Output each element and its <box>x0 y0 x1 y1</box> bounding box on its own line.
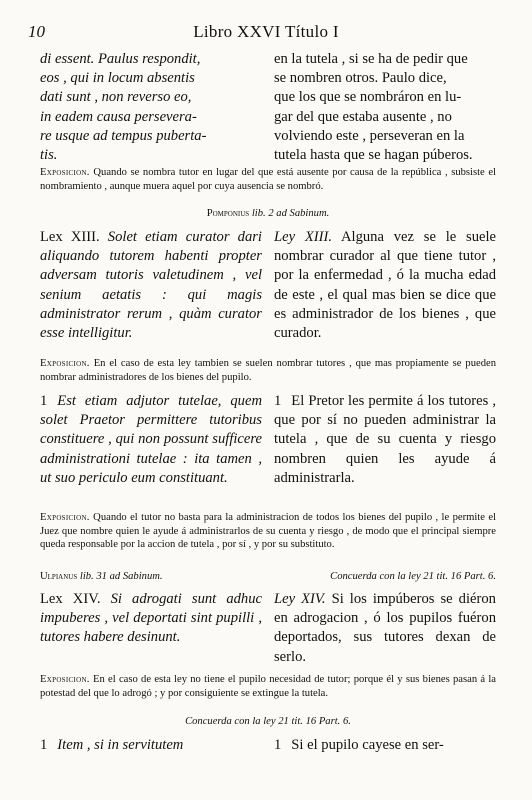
page-number: 10 <box>28 22 45 41</box>
law-text-latin: Si adrogati sunt adhuc impuberes , vel deportati sint pupilli , tutores habere desinunt. <box>40 591 262 646</box>
exposition-label: Exposicion. <box>40 167 90 178</box>
concordance-line <box>40 716 496 727</box>
law-text-latin: Solet etiam curator dari aliquando tutorem habenti propter adversam tutoris valetudinem , vel senium aetatis : qui magis administrator rerum , quàm curator esse intelligitur. <box>40 229 262 342</box>
paragraph-number: 1 <box>40 393 48 409</box>
paragraph-1 <box>40 392 496 488</box>
spanish-column-1 <box>274 50 496 165</box>
source-author: Pomponius <box>206 208 250 219</box>
latin-column-1 <box>40 50 262 165</box>
paragraph-next <box>40 736 496 755</box>
paragraph-number: 1 <box>274 737 282 753</box>
exposition-2 <box>40 357 496 384</box>
source-latin <box>40 571 163 582</box>
latin-line: in eadem causa persevera- <box>40 108 197 125</box>
source-work: lib. 2 ad Sabinum. <box>251 208 330 219</box>
page-header <box>28 22 504 42</box>
paragraph-number: 1 <box>40 737 48 753</box>
law-text-spanish: Si los impúberos se diéron en adrogacion , ó los pupilos fuéron deportados, sus tutores dexan de serlo. <box>274 591 496 665</box>
paragraph-text-spanish: Si el pupilo cayese en ser- <box>291 737 444 753</box>
latin-line: tis. <box>40 147 58 164</box>
exposition-text: En el caso de esta ley tambien se suelen nombrar tutores , que mas propiamente se pueden nombrar administradores de los bienes del pupilo. <box>40 358 496 383</box>
law-title-spanish: Ley XIII. <box>274 229 332 245</box>
exposition-label: Exposicion. <box>40 674 90 685</box>
running-title: Libro XXVI Título I <box>193 22 339 41</box>
concordance-note: Concuerda con la ley 21 tit. 16 Part. 6. <box>185 716 351 727</box>
exposition-label: Exposicion. <box>40 512 90 523</box>
paragraph-number: 1 <box>274 393 282 409</box>
latin-column-law-13 <box>40 228 262 343</box>
spanish-column-para-1 <box>274 392 496 488</box>
latin-column-next <box>40 736 262 755</box>
latin-line: di essent. Paulus respondit, <box>40 51 201 67</box>
spanish-line: tutela hasta que se hagan púberos. <box>274 147 473 164</box>
exposition-text: Quando el tutor no basta para la administracion de todos los bienes del pupilo , le permite el Juez que nombre quien le ayude á administrarlos de su cuenta y riesgo , de modo que el principal siempre queda responsable por la accion de tutela , por sí , y por su substituto. <box>40 512 496 551</box>
latin-line: re usque ad tempus puberta- <box>40 127 207 144</box>
spanish-column-law-13 <box>274 228 496 343</box>
exposition-4 <box>40 673 496 700</box>
exposition-text: En el caso de esta ley no tiene el pupilo necesidad de tutor; porque él y sus bienes pasan á la potestad del que lo adrogó ; y por consiguiente se extingue la tutela. <box>40 674 496 699</box>
paragraph-text-latin: Item , si in servitutem <box>57 737 184 753</box>
source-citation-2 <box>40 571 496 582</box>
exposition-label: Exposicion. <box>40 358 90 369</box>
exposition-text: Quando se nombra tutor en lugar del que está ausente por causa de la república , subsiste el nombramiento , aunque muera aquel por cuya ausencia se nombró. <box>40 167 497 192</box>
exposition-1 <box>40 166 496 193</box>
latin-line: eos , qui in locum absentis <box>40 70 195 87</box>
latin-column-para-1 <box>40 392 262 488</box>
source-citation-1 <box>40 208 496 219</box>
spanish-line: volviendo este , perseveran en la <box>274 127 465 144</box>
source-author: Ulpianus <box>40 571 78 582</box>
spanish-line: en la tutela , si se ha de pedir que <box>274 51 468 67</box>
law-14 <box>40 590 496 667</box>
exposition-3 <box>40 511 496 552</box>
spanish-line: que los que se nombráron en lu- <box>274 89 462 106</box>
latin-line: dati sunt , non reverso eo, <box>40 89 192 106</box>
source-work: lib. 31 ad Sabinum. <box>79 571 163 582</box>
block-continuation <box>40 50 496 165</box>
law-13 <box>40 228 496 343</box>
spanish-line: se nombren otros. Paulo dice, <box>274 70 447 87</box>
law-title-latin: Lex XIII. <box>40 229 100 245</box>
concordance-note: Concuerda con la ley 21 tit. 16 Part. 6. <box>330 571 496 582</box>
spanish-column-next <box>274 736 496 755</box>
latin-column-law-14 <box>40 590 262 648</box>
law-title-spanish: Ley XIV. <box>274 591 326 607</box>
law-title-latin: Lex XIV. <box>40 591 101 607</box>
paragraph-text-spanish: El Pretor les permite á los tutores , que por sí no pueden administrar la tutela , que de su cuenta y riesgo nombren quien les ayude á administrarla. <box>274 393 496 486</box>
law-text-spanish: Alguna vez se le suele nombrar curador al que tiene tutor , por la enfermedad , ó la mucha edad de este , el qual mas bien se dice que es administrador de los bienes , que curador. <box>274 229 496 342</box>
spanish-line: gar del que estaba ausente , no <box>274 108 452 125</box>
paragraph-text-latin: Est etiam adjutor tutelae, quem solet Praetor permittere tutoribus constituere , qui non possunt sufficere administrationi tutelae : ita tamen , ut suo periculo eum constituant. <box>40 393 262 486</box>
spanish-column-law-14 <box>274 590 496 667</box>
